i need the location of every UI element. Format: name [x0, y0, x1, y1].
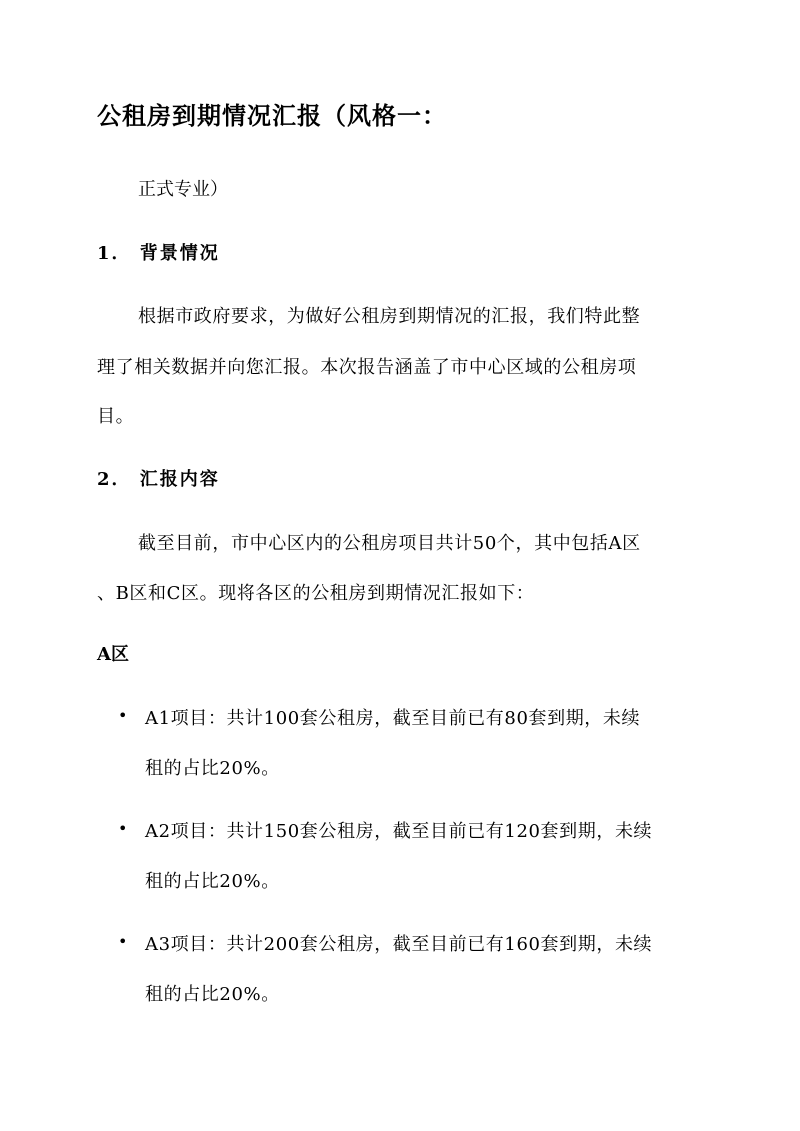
list-item-line: A2项目：共计150套公租房，截至目前已有120套到期，未续 [145, 821, 653, 842]
bullet-icon: • [118, 706, 128, 725]
list-item-line: A1项目：共计100套公租房，截至目前已有80套到期，未续 [145, 708, 641, 729]
paragraph-line: 、B区和C区。现将各区的公租房到期情况汇报如下： [97, 583, 535, 604]
section-heading-background: 1． 背景情况 [97, 243, 220, 264]
bullet-icon: • [118, 932, 128, 951]
list-item-line: 租的占比20%。 [145, 871, 280, 892]
paragraph-line: 目。 [97, 406, 135, 427]
area-a-heading: A区 [97, 644, 129, 665]
list-item-line: 租的占比20%。 [145, 758, 280, 779]
document-title: 公租房到期情况汇报（风格一： [97, 101, 447, 130]
document-subtitle: 正式专业） [138, 179, 228, 200]
paragraph-line: 理了相关数据并向您汇报。本次报告涵盖了市中心区域的公租房项 [97, 357, 637, 378]
list-item-line: A3项目：共计200套公租房，截至目前已有160套到期，未续 [145, 934, 653, 955]
paragraph-line: 根据市政府要求，为做好公租房到期情况的汇报，我们特此整 [138, 306, 641, 327]
section-heading-report-content: 2． 汇报内容 [97, 469, 220, 490]
paragraph-line: 截至目前，市中心区内的公租房项目共计50个，其中包括A区 [138, 533, 641, 554]
list-item-line: 租的占比20%。 [145, 984, 280, 1005]
bullet-icon: • [118, 819, 128, 838]
